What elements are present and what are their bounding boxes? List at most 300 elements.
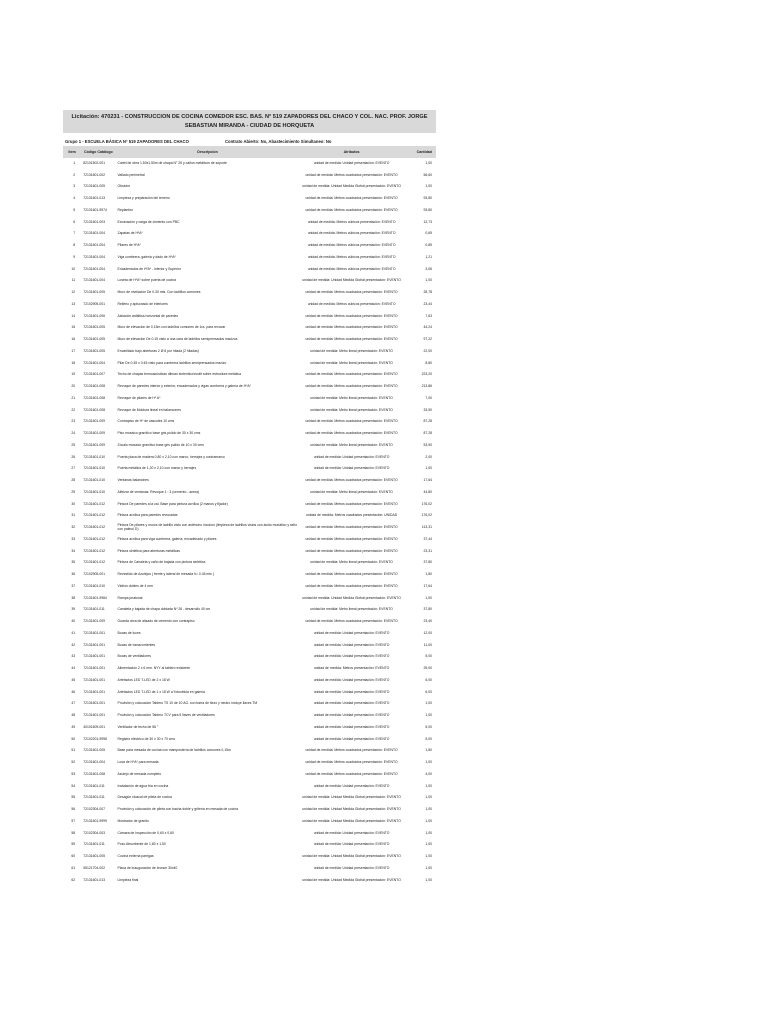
row-description: Muro de elevación De 0.15 visto a una cara de ladrillos semiprensados macizos [117, 337, 238, 342]
row-item-number: 53 [71, 771, 76, 776]
table-row [63, 370, 436, 382]
row-item-number: 2 [73, 172, 76, 177]
row-description: Bocas de ventiladores [117, 654, 151, 659]
row-description: Viga cumbrera, galería y dado de HºAº [117, 254, 176, 259]
row-quantity: 1,00 [425, 760, 432, 765]
table-row [63, 558, 436, 570]
row-quantity: 176,02 [421, 513, 432, 518]
row-catalog-code: 72131601-001 [83, 713, 106, 718]
row-attributes: unidad de medida: Metros cuadrados presentación: EVENTO [305, 760, 398, 765]
row-catalog-code: 72131601-005 [83, 325, 106, 330]
row-quantity: 1,00 [425, 595, 432, 600]
table-row [63, 217, 436, 229]
row-quantity: 1,80 [425, 748, 432, 753]
row-attributes: unidad de medida: Metros cúbicos presentación: EVENTO [307, 301, 396, 306]
row-item-number: 31 [71, 513, 76, 518]
row-description: Limpieza y preparación del terreno [117, 196, 170, 201]
row-description: Revestido de Azulejos ( frente y lateral de mesada h= 0.45 mts ) [117, 572, 214, 577]
row-item-number: 24 [71, 431, 76, 436]
row-item-number: 30 [71, 501, 76, 506]
row-quantity: 22,00 [423, 348, 432, 353]
row-quantity: 2,00 [425, 454, 432, 459]
row-attributes: unidad de medida: Metros cúbicos presentación: EVENTO [307, 231, 396, 236]
row-quantity: 56,60 [423, 172, 432, 177]
row-description: Ventilador de techo de 56 " [117, 724, 159, 729]
row-quantity: 1,00 [425, 466, 432, 471]
row-attributes: unidad de medida: Metros cuadrados presentación: EVENTO [305, 548, 398, 553]
row-attributes: unidad de medida: Metros cuadrados presentación: EVENTO [305, 501, 398, 506]
row-attributes: unidad de medida: Unidad presentación: EVENTO [313, 642, 390, 647]
row-quantity: 113,31 [421, 525, 432, 530]
table-row [63, 464, 436, 476]
table-row [63, 581, 436, 593]
row-quantity: 23,31 [423, 548, 432, 553]
row-description: Muro de nivelación De 0.30 mts. Con ladrillos comunes [117, 290, 201, 295]
row-catalog-code: 72131601-008 [83, 771, 106, 776]
table-row [63, 534, 436, 546]
row-attributes: unidad de medida: Unidad Medida Global presentación: EVENTO [302, 854, 401, 859]
row-catalog-code: 72131601-009 [83, 619, 106, 624]
row-quantity: 1,00 [425, 160, 432, 165]
row-attributes: unidad de medida: Metros cuadrados presentación: EVENTO [305, 207, 398, 212]
row-quantity: 44,80 [423, 489, 432, 494]
row-attributes: unidad de medida: Metro lineal presentación: EVENTO [310, 442, 393, 447]
row-item-number: 49 [71, 724, 76, 729]
row-item-number: 32 [71, 525, 76, 530]
row-quantity: 25,00 [423, 666, 432, 671]
row-catalog-code: 72131601-005 [83, 290, 106, 295]
row-attributes: unidad de medida: Metro lineal presentación: EVENTO [310, 395, 393, 400]
row-quantity: 1,00 [425, 795, 432, 800]
row-quantity: 87,28 [423, 431, 432, 436]
row-catalog-code: 72131601-010 [83, 489, 106, 494]
row-catalog-code: 72131601-012 [83, 536, 106, 541]
row-description: Pintura acrílica para viga cumbrera, galería, encadenado y pilares [117, 536, 217, 541]
row-quantity: 37,44 [423, 536, 432, 541]
row-catalog-code: 72131601-012 [83, 501, 106, 506]
row-quantity: 7,00 [425, 395, 432, 400]
table-row [63, 710, 436, 722]
row-quantity: 5,00 [425, 736, 432, 741]
row-attributes: unidad de medida: Metros cuadrados presentación: EVENTO [305, 372, 398, 377]
row-item-number: 36 [71, 572, 76, 577]
row-item-number: 61 [71, 865, 76, 870]
row-item-number: 52 [71, 760, 76, 765]
row-quantity: 53,90 [423, 442, 432, 447]
row-quantity: 1,21 [425, 254, 432, 259]
row-description: Relleno y apisonado de interiores [117, 301, 168, 306]
row-catalog-code: 72131601-001 [83, 630, 106, 635]
table-row [63, 405, 436, 417]
row-attributes: unidad de medida: Metros cuadrados presentación: EVENTO [305, 337, 398, 342]
row-quantity: 17,64 [423, 478, 432, 483]
table-row [63, 182, 436, 194]
row-attributes: unidad de medida: Metros cuadrados presentación: EVENTO [305, 536, 398, 541]
row-attributes: unidad de medida: Metros cuadrados presentación: EVENTO [305, 325, 398, 330]
table-row [63, 276, 436, 288]
row-attributes: unidad de medida: Metro lineal presentación: EVENTO [310, 607, 393, 612]
table-row [63, 264, 436, 276]
table-row [63, 522, 436, 534]
row-item-number: 27 [71, 466, 76, 471]
row-description: Obrador [117, 184, 130, 189]
row-item-number: 48 [71, 713, 76, 718]
row-catalog-code: 72131601-004 [83, 278, 106, 283]
row-catalog-code: 40101609-001 [83, 724, 106, 729]
row-item-number: 45 [71, 677, 76, 682]
contract-info: Contrato Abierto: No, Abastecimiento Simultaneo: No [225, 139, 332, 144]
row-catalog-code: 72131601-012 [83, 560, 106, 565]
row-description: Pozo Absorbente de 1,80 x 1,50 [117, 842, 166, 847]
row-description: Provisión y colocación Tablero TCV para 5 llaves de ventiladores [117, 713, 215, 718]
row-attributes: unidad de medida: Metros cúbicos presentación: EVENTO [307, 219, 396, 224]
table-row [63, 417, 436, 429]
header-quantity: Cantidad [404, 146, 436, 158]
row-description: Registro eléctrico de 30 x 30 x 70 cms [117, 736, 176, 741]
row-item-number: 18 [71, 360, 76, 365]
table-row [63, 816, 436, 828]
table-row [63, 452, 436, 464]
row-attributes: unidad de medida: Unidad presentación: EVENTO [313, 677, 390, 682]
table-row [63, 675, 436, 687]
row-item-number: 16 [71, 337, 76, 342]
table-row [63, 240, 436, 252]
row-attributes: unidad de medida: Unidad Medida Global presentación: EVENTO [302, 795, 401, 800]
table-row [63, 628, 436, 640]
row-catalog-code: 72131601-001 [83, 689, 106, 694]
row-item-number: 56 [71, 807, 76, 812]
row-description: Azulejo de mesada completo [117, 771, 162, 776]
row-catalog-code: 72131601-009 [83, 431, 106, 436]
row-catalog-code: 72131601-005 [83, 748, 106, 753]
table-row [63, 311, 436, 323]
row-catalog-code: 55121704-002 [83, 865, 106, 870]
row-quantity: 33,50 [423, 407, 432, 412]
table-row [63, 663, 436, 675]
row-description: Cartel de obra 1,50x1,50m de chapa N° 26 y caños metálicos de soporte [117, 160, 227, 165]
table-row [63, 158, 436, 170]
row-item-number: 20 [71, 384, 76, 389]
table-row [63, 287, 436, 299]
row-description: Excavación y carga de cimiento con PBC [117, 219, 180, 224]
row-description: Revoque de pilares de Hº Aº [117, 395, 161, 400]
row-attributes: unidad de medida: Unidad Medida Global presentación: EVENTO [302, 595, 401, 600]
row-attributes: unidad de medida: Unidad presentación: EVENTO [313, 736, 390, 741]
row-item-number: 62 [71, 877, 76, 882]
row-description: Canaleta y bajada de chapa doblada Nº 26 - desarrollo 40 cm [117, 607, 211, 612]
row-quantity: 1,00 [425, 278, 432, 283]
table-row [63, 793, 436, 805]
row-item-number: 8 [73, 243, 76, 248]
row-quantity: 5,00 [425, 724, 432, 729]
row-description: Vallado perimetral [117, 172, 145, 177]
row-description: Muro de elevación de 0,15m con ladrillos comunes de 1ra. para revocar [117, 325, 226, 330]
row-description: Bocas de tomacorrientes [117, 642, 156, 647]
row-item-number: 44 [71, 666, 76, 671]
row-catalog-code: 72131601-008 [83, 395, 106, 400]
row-item-number: 22 [71, 407, 76, 412]
row-item-number: 54 [71, 783, 76, 788]
row-catalog-code: 72131601-006 [83, 313, 106, 318]
row-description: Instalación de agua fría en cocina [117, 783, 169, 788]
row-quantity: 37,80 [423, 560, 432, 565]
row-attributes: unidad de medida: Metros cúbicos presentación: EVENTO [307, 266, 396, 271]
row-quantity: 17,64 [423, 583, 432, 588]
header-attributes: Atributos [300, 146, 404, 158]
row-item-number: 6 [73, 219, 76, 224]
row-description: Base para mesada de cocina con mampostería de ladrillos comunes 0,15m [117, 748, 231, 753]
row-description: Zócalo mosaico granítico base gris pulido de 10 x 30 cms [117, 442, 204, 447]
table-row [63, 757, 436, 769]
row-item-number: 60 [71, 854, 76, 859]
row-item-number: 43 [71, 654, 76, 659]
table-row [63, 170, 436, 182]
row-attributes: unidad de medida: Unidad presentación: EVENTO [313, 630, 390, 635]
row-catalog-code: 72131601-008 [83, 407, 106, 412]
table-row [63, 381, 436, 393]
row-catalog-code: 72131601-013 [83, 196, 106, 201]
row-item-number: 42 [71, 642, 76, 647]
row-quantity: 3,06 [425, 266, 432, 271]
table-row [63, 499, 436, 511]
row-description: Pilares de HºAº [117, 243, 141, 248]
row-catalog-code: 72131601-011 [83, 607, 105, 612]
row-attributes: unidad de medida: Metros cuadrados presentación: EVENTO [305, 771, 398, 776]
row-catalog-code: 72131601-009 [83, 419, 106, 424]
row-description: Pintura acrílica para paredes revocadas [117, 513, 178, 518]
row-item-number: 14 [71, 313, 76, 318]
row-quantity: 213,86 [421, 384, 432, 389]
row-catalog-code: 72131601-004 [83, 231, 106, 236]
row-catalog-code: 72131601-012 [83, 548, 106, 553]
table-row [63, 640, 436, 652]
row-quantity: 1,00 [425, 713, 432, 718]
header-item: Item [63, 146, 81, 158]
row-attributes: unidad de medida: Metros cúbicos presentación: EVENTO [307, 254, 396, 259]
row-attributes: unidad de medida: Metros cuadrados presentación: EVENTO [305, 478, 398, 483]
row-catalog-code: 72131601-008 [83, 384, 106, 389]
row-item-number: 4 [73, 196, 76, 201]
row-description: Alfeizar de ventanas: Revoque 1 : 3 (cemento - arena) [117, 489, 200, 494]
row-catalog-code: 72131601-007 [83, 372, 106, 377]
row-quantity: 6,00 [425, 677, 432, 682]
table-row [63, 652, 436, 664]
table-row [63, 616, 436, 628]
row-description: Losa de HºAº para mesada [117, 760, 159, 765]
row-item-number: 25 [71, 442, 76, 447]
table-row [63, 299, 436, 311]
row-catalog-code: 72131601-005 [83, 184, 106, 189]
table-row [63, 358, 436, 370]
table-row [63, 546, 436, 558]
row-item-number: 7 [73, 231, 76, 236]
row-attributes: unidad de medida: Metros cuadrados presentación: EVENTO [305, 525, 398, 530]
row-item-number: 34 [71, 548, 76, 553]
row-catalog-code: 72131601-010 [83, 583, 106, 588]
row-attributes: unidad de medida: Metros cuadrados presentación: EVENTO [305, 313, 398, 318]
row-description: Aislación asfáltica horizontal de paredes [117, 313, 179, 318]
row-description: Envarillado bajo aberturas 2 Ø 8 por hilada (2 hiladas) [117, 348, 199, 353]
row-quantity: 87,28 [423, 419, 432, 424]
row-catalog-code: 72131601-004 [83, 760, 106, 765]
row-description: Guarda obra de alisado de cemento con contrapiso [117, 619, 195, 624]
row-quantity: 93,80 [423, 207, 432, 212]
table-row [63, 699, 436, 711]
row-description: Vidrios dobles de 4 mm [117, 583, 153, 588]
row-item-number: 23 [71, 419, 76, 424]
row-item-number: 39 [71, 607, 76, 612]
row-attributes: unidad de medida: Metros cuadrados presentación: EVENTO [305, 419, 398, 424]
row-catalog-code: 72102304-007 [83, 807, 106, 812]
row-description: Puerta placa de madera 0,80 x 2,10 con marco, herrajes y contramarco [117, 454, 225, 459]
row-attributes: unidad de medida: Unidad presentación: EVENTO [313, 701, 390, 706]
row-quantity: 1,00 [425, 783, 432, 788]
row-quantity: 1,80 [425, 572, 432, 577]
row-description: Piso mosaico granítico base gris pulido de 30 x 30 cms [117, 431, 201, 436]
row-catalog-code: 72102905-001 [83, 301, 106, 306]
table-row [63, 393, 436, 405]
row-quantity: 11,00 [423, 642, 432, 647]
row-description: Artefactos LED T-LED de 1 x 18 W c/ fotocélula en galería [117, 689, 205, 694]
row-catalog-code: 72131601-013 [83, 877, 106, 882]
row-item-number: 40 [71, 619, 76, 624]
row-catalog-code: 72131601-010 [83, 466, 106, 471]
row-quantity: 1,00 [425, 818, 432, 823]
row-item-number: 57 [71, 818, 76, 823]
row-attributes: unidad de medida: Metros cuadrados presentación: EVENTO [305, 572, 398, 577]
row-catalog-code: 72131601-001 [83, 677, 106, 682]
row-quantity: 1,00 [425, 854, 432, 859]
table-row [63, 252, 436, 264]
table-row [63, 569, 436, 581]
group-label: Grupo 1 - ESCUELA BÁSICA N° 519 ZAPADORES DEL CHACO [65, 139, 189, 144]
row-catalog-code: 72131601-004 [83, 243, 106, 248]
row-item-number: 9 [73, 254, 76, 259]
row-attributes: unidad de medida: Unidad presentación: EVENTO [313, 842, 390, 847]
table-row [63, 334, 436, 346]
row-item-number: 55 [71, 795, 76, 800]
table-row [63, 475, 436, 487]
row-quantity: 12,73 [423, 219, 432, 224]
row-attributes: unidad de medida: Unidad Medida Global presentación: EVENTO [302, 184, 401, 189]
row-quantity: 23,44 [423, 301, 432, 306]
row-attributes: unidad de medida: Metros cuadrados presentación: EVENTO [305, 619, 398, 624]
table-row [63, 722, 436, 734]
row-attributes: unidad de medida: Unidad presentación: EVENTO [313, 830, 390, 835]
row-attributes: unidad de medida: Metros cuadrados presentación: EVENTO [305, 172, 398, 177]
row-catalog-code: 72131601-001 [83, 701, 106, 706]
row-item-number: 19 [71, 372, 76, 377]
row-catalog-code: 72131601-004 [83, 266, 106, 271]
table-row [63, 804, 436, 816]
row-catalog-code: 72131601-002 [83, 172, 106, 177]
row-attributes: unidad de medida: Unidad presentación: EVENTO [313, 654, 390, 659]
row-catalog-code: 72131601-005 [83, 348, 106, 353]
table-row [63, 193, 436, 205]
table-row [63, 487, 436, 499]
row-quantity: 4,00 [425, 771, 432, 776]
row-attributes: unidad de medida: Unidad presentación: EVENTO [313, 160, 390, 165]
row-description: Puerta metálica de 1,20 x 2,10 con marco y herrajes [117, 466, 197, 471]
row-quantity: 0,65 [425, 231, 432, 236]
row-catalog-code: 72131601-005 [83, 854, 106, 859]
header-catalog: Código Catálogo [81, 146, 115, 158]
row-catalog-code: 72131601-9974 [83, 207, 107, 212]
row-attributes: unidad de medida: Unidad Medida Global presentación: EVENTO [302, 877, 401, 882]
row-description: Replanteo [117, 207, 134, 212]
row-description: Pintura De pilares y muros de ladrillo visto con antimoho incoloro (limpieza de ladrillos vistos con ácido muriático y sello con patinol D) [117, 523, 297, 532]
table-row [63, 428, 436, 440]
row-attributes: unidad de medida: Unidad Medida Global presentación: EVENTO [302, 278, 401, 283]
row-item-number: 10 [71, 266, 76, 271]
row-catalog-code: 72131601-010 [83, 454, 106, 459]
row-quantity: 223,20 [421, 372, 432, 377]
row-quantity: 1,00 [425, 184, 432, 189]
row-description: Artefactos LED T-LED de 2 x 18 W [117, 677, 170, 682]
row-item-number: 33 [71, 536, 76, 541]
row-attributes: unidad de medida: Unidad presentación: EVENTO [313, 713, 390, 718]
row-description: Provisión y colocación de pileta con bacha doble y grifería en mesada de cocina [117, 807, 238, 812]
row-catalog-code: 72131601-001 [83, 642, 106, 647]
header-description: Descripción [116, 146, 300, 158]
row-quantity: 8,80 [425, 360, 432, 365]
items-table [63, 146, 436, 887]
row-catalog-code: 72131601-001 [83, 666, 106, 671]
row-attributes: unidad de medida: Metro lineal presentación: EVENTO [310, 360, 393, 365]
row-attributes: unidad de medida: Metros cúbicos presentación: EVENTO [307, 243, 396, 248]
row-description: Pilar De 0.45 x 0.45 visto para cumbrera ladrillos semiprensados macizo [117, 360, 227, 365]
row-attributes: unidad de medida: Metros cuadrados presentación: EVENTO [305, 431, 398, 436]
table-row [63, 323, 436, 335]
row-attributes: unidad de medida: Metros cuadrados presentación: UNIDAD [305, 513, 398, 518]
table-row [63, 440, 436, 452]
table-row [63, 229, 436, 241]
row-attributes: unidad de medida: Metro lineal presentación: EVENTO [310, 348, 393, 353]
row-quantity: 0,85 [425, 243, 432, 248]
row-item-number: 21 [71, 395, 76, 400]
row-quantity: 6,00 [425, 689, 432, 694]
row-description: Pintura De paredes a la cal. Base para pintura acrílica (2 manos y fijador) [117, 501, 228, 506]
row-attributes: unidad de medida: Metro lineal presentación: EVENTO [310, 489, 393, 494]
row-catalog-code: 72131601-005 [83, 337, 106, 342]
row-quantity: 1,00 [425, 701, 432, 706]
row-item-number: 38 [71, 595, 76, 600]
table-row [63, 851, 436, 863]
row-quantity: 12,00 [423, 630, 432, 635]
row-attributes: unidad de medida: Metros cuadrados presentación: EVENTO [305, 196, 398, 201]
row-description: Desagüe cloacal de pileta de cocina [117, 795, 172, 800]
row-catalog-code: 72102201-9998 [83, 736, 107, 741]
table-row [63, 593, 436, 605]
row-item-number: 58 [71, 830, 76, 835]
row-item-number: 59 [71, 842, 76, 847]
row-item-number: 29 [71, 489, 76, 494]
row-attributes: unidad de medida: Unidad presentación: EVENTO [313, 466, 390, 471]
row-attributes: unidad de medida: Unidad presentación: EVENTO [313, 724, 390, 729]
row-attributes: unidad de medida: Unidad Medida Global presentación: EVENTO [302, 807, 401, 812]
table-row [63, 863, 436, 875]
row-catalog-code: 72131601-003 [83, 219, 106, 224]
row-quantity: 1,00 [425, 830, 432, 835]
table-row [63, 605, 436, 617]
row-item-number: 1 [73, 160, 76, 165]
row-attributes: unidad de medida: Metros cuadrados presentación: EVENTO [305, 290, 398, 295]
row-catalog-code: 72131601-010 [83, 478, 106, 483]
row-attributes: unidad de medida: Unidad presentación: EVENTO [313, 454, 390, 459]
row-quantity: 1,00 [425, 877, 432, 882]
tender-title: Licitación: 470231 - CONSTRUCCION DE COCINA COMEDOR ESC. BAS. N° 519 ZAPADORES DEL CHACO Y COL. NAC. PROF. JORGE SEBASTIAN MIRANDA - CIUDAD DE HORQUETA [63, 110, 436, 133]
row-item-number: 17 [71, 348, 76, 353]
